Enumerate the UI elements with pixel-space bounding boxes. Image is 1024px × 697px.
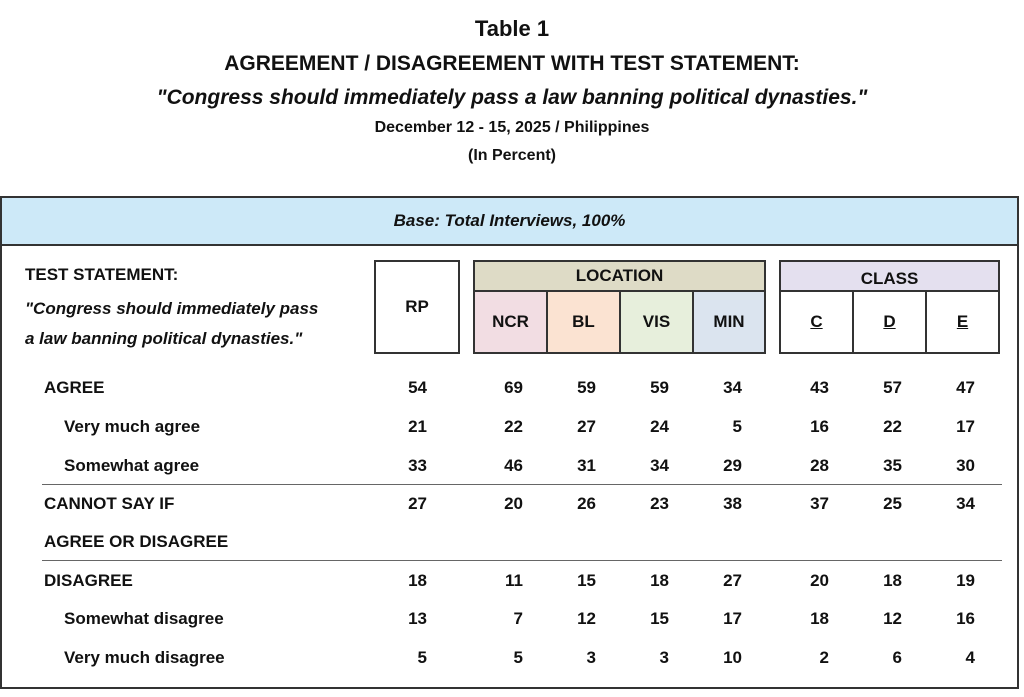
row-label: Somewhat agree — [64, 456, 200, 475]
column-header-min: MIN — [692, 290, 766, 354]
table-number: Table 1 — [474, 16, 550, 41]
cell-ncr: 5 — [513, 648, 523, 667]
test-statement-line-2: a law banning political dynasties." — [25, 329, 303, 348]
survey-date: December 12 - 15, 2025 / Philippines — [374, 119, 650, 136]
cell-bl: 15 — [577, 571, 596, 590]
cell-c: 18 — [810, 609, 829, 628]
cell-c: 28 — [810, 456, 829, 475]
cell-d: 6 — [892, 648, 902, 667]
cell-e: 30 — [956, 456, 975, 475]
cell-d: 57 — [883, 378, 902, 397]
table-row-very-much-agree — [2, 417, 1017, 447]
cell-bl: 59 — [577, 378, 596, 397]
cell-bl: 27 — [577, 417, 596, 436]
cell-min: 27 — [723, 571, 742, 590]
row-label: AGREE OR DISAGREE — [44, 532, 229, 551]
cell-min: 38 — [723, 494, 742, 513]
column-header-c-label: C — [810, 312, 823, 331]
cell-c: 2 — [819, 648, 829, 667]
row-label: CANNOT SAY IF — [44, 494, 175, 513]
cell-vis: 15 — [650, 609, 669, 628]
cell-bl: 3 — [586, 648, 596, 667]
cell-rp: 5 — [417, 648, 427, 667]
column-header-c — [779, 290, 854, 354]
cell-e: 34 — [956, 494, 975, 513]
row-label: DISAGREE — [44, 571, 133, 590]
cell-vis: 23 — [650, 494, 669, 513]
test-statement-label: TEST STATEMENT: — [25, 265, 179, 284]
cell-bl: 31 — [577, 456, 596, 475]
unit-note: (In Percent) — [467, 147, 556, 164]
cell-min: 17 — [723, 609, 742, 628]
cell-e: 4 — [965, 648, 975, 667]
cell-c: 37 — [810, 494, 829, 513]
cell-ncr: 7 — [513, 609, 523, 628]
cell-min: 10 — [723, 648, 742, 667]
cell-ncr: 69 — [504, 378, 523, 397]
table-row-agree — [2, 378, 1017, 408]
column-header-d-label: D — [883, 312, 896, 331]
cell-ncr: 22 — [504, 417, 523, 436]
cell-c: 16 — [810, 417, 829, 436]
column-header-e — [925, 290, 1000, 354]
cell-e: 17 — [956, 417, 975, 436]
cell-c: 43 — [810, 378, 829, 397]
column-header-vis: VIS — [619, 290, 694, 354]
cell-ncr: 11 — [505, 571, 523, 590]
cell-vis: 18 — [650, 571, 669, 590]
row-label: Somewhat disagree — [64, 609, 224, 628]
cell-vis: 34 — [650, 456, 669, 475]
cell-rp: 13 — [408, 609, 427, 628]
column-header-rp: RP — [374, 260, 460, 354]
table-heading: AGREEMENT / DISAGREEMENT WITH TEST STATEMENT: — [224, 52, 800, 75]
cell-vis: 3 — [659, 648, 669, 667]
cell-e: 47 — [956, 378, 975, 397]
cell-ncr: 20 — [504, 494, 523, 513]
cell-e: 19 — [956, 571, 975, 590]
table-row-somewhat-agree — [2, 456, 1017, 486]
results-table — [0, 196, 1019, 689]
cell-d: 18 — [883, 571, 902, 590]
row-label: Very much agree — [64, 417, 201, 436]
base-banner: Base: Total Interviews, 100% — [2, 198, 1017, 246]
column-group-location: LOCATION — [473, 260, 766, 292]
cell-rp: 27 — [408, 494, 427, 513]
cell-vis: 59 — [650, 378, 669, 397]
table-row-very-much-disagree — [2, 648, 1017, 678]
cell-c: 20 — [810, 571, 829, 590]
cell-d: 25 — [883, 494, 902, 513]
cell-d: 35 — [883, 456, 902, 475]
cell-rp: 54 — [408, 378, 427, 397]
table-row-somewhat-disagree — [2, 609, 1017, 639]
table-row-cannot-say — [2, 494, 1017, 524]
column-header-bl: BL — [546, 290, 621, 354]
row-label: AGREE — [44, 378, 105, 397]
table-row-agree-or-disagree — [2, 532, 1017, 562]
cell-min: 34 — [723, 378, 742, 397]
row-label: Very much disagree — [64, 648, 225, 667]
cell-bl: 26 — [577, 494, 596, 513]
cell-rp: 18 — [408, 571, 427, 590]
column-header-d — [852, 290, 927, 354]
column-group-class: CLASS — [779, 260, 1000, 292]
test-statement-title: "Congress should immediately pass a law banning political dynasties." — [156, 86, 868, 109]
cell-e: 16 — [956, 609, 975, 628]
cell-min: 29 — [723, 456, 742, 475]
cell-d: 12 — [883, 609, 902, 628]
cell-ncr: 46 — [504, 456, 523, 475]
cell-bl: 12 — [577, 609, 596, 628]
column-header-e-label: E — [956, 312, 969, 331]
cell-rp: 33 — [408, 456, 427, 475]
cell-d: 22 — [883, 417, 902, 436]
cell-min: 5 — [732, 417, 742, 436]
cell-vis: 24 — [650, 417, 669, 436]
table-row-disagree — [2, 571, 1017, 601]
column-header-ncr: NCR — [473, 290, 548, 354]
test-statement-line-1: "Congress should immediately pass — [25, 299, 319, 318]
cell-rp: 21 — [408, 417, 427, 436]
